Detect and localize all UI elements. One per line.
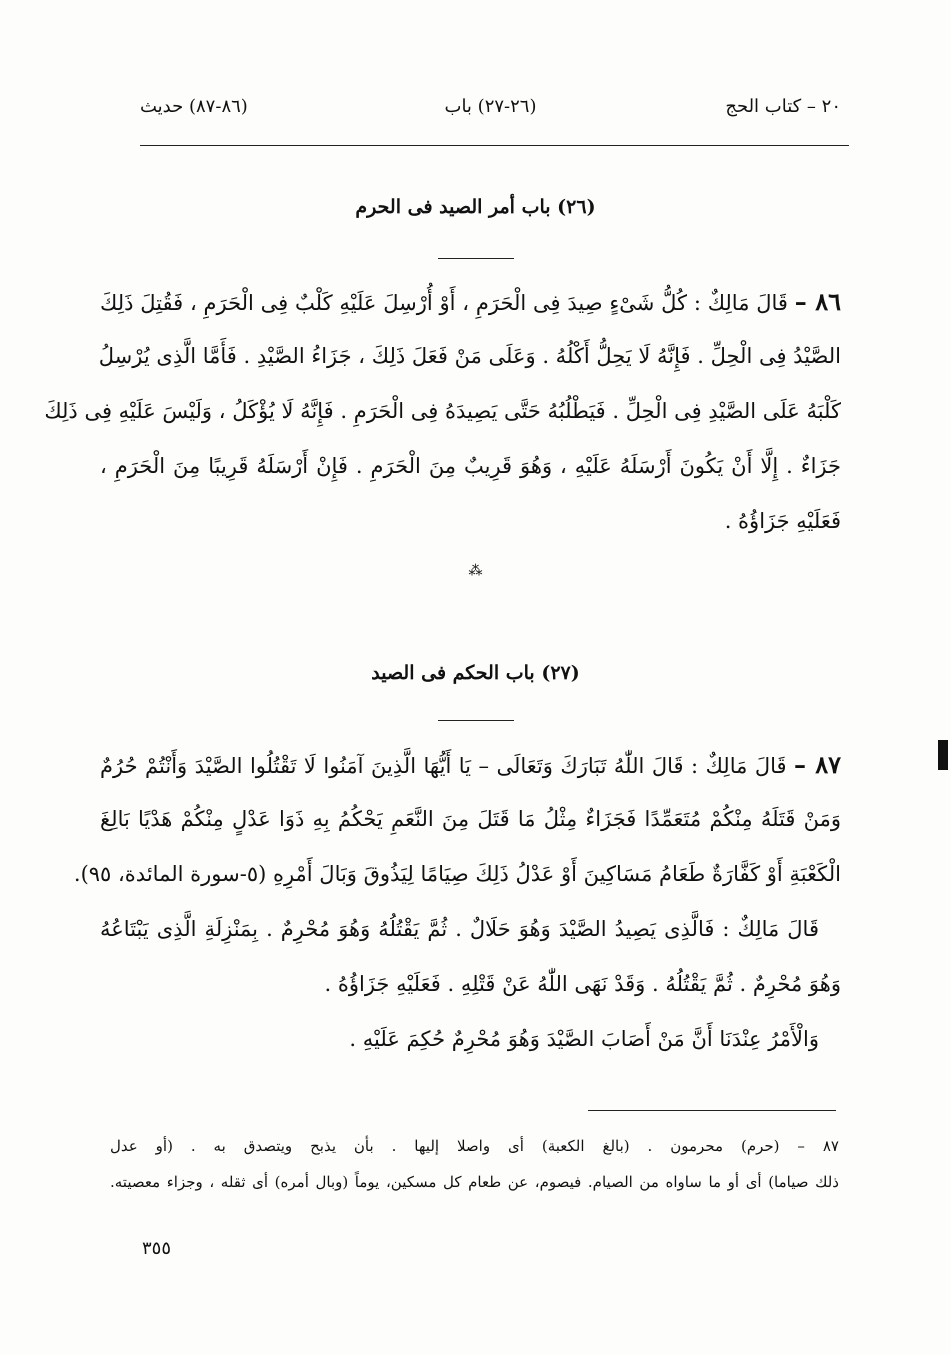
hadith-number: ٨٦ – xyxy=(794,287,841,316)
hadith-87-line-4: قَالَ مَالِكٌ : فَالَّذِى يَصِيدُ الصَّيْدَ وَهُوَ حَلَالٌ . ثُمَّ يَقْتُلُهُ وَهُوَ مُحْرِمٌ . بِمَنْزِلَةِ الَّذِى يَبْتَاعُهُ xyxy=(100,917,819,941)
hadith-87-line-5: وَهُوَ مُحْرِمٌ . ثُمَّ يَقْتُلُهُ . وَقَدْ نَهَى اللّٰهُ عَنْ قَتْلِهِ . فَعَلَيْهِ جَزَاؤُهُ . xyxy=(324,972,841,996)
hadith-86 xyxy=(44,274,841,549)
section-26-title-rule xyxy=(438,258,514,259)
section-27-title-rule xyxy=(438,720,514,721)
header-chapter-range: (٢٦-٢٧) باب xyxy=(444,96,537,117)
hadith-87-line-2: وَمَنْ قَتَلَهُ مِنْكُمْ مُتَعَمِّدًا فَجَزَاءٌ مِثْلُ مَا قَتَلَ مِنَ النَّعَمِ يَحْكُمُ بِهِ ذَوَا عَدْلٍ مِنْكُمْ هَدْيًا بَالِغَ xyxy=(100,807,841,831)
hadith-86-line-4: جَزَاءٌ . إِلَّا أَنْ يَكُونَ أَرْسَلَهُ عَلَيْهِ ، وَهُوَ قَرِيبٌ مِنَ الْحَرَمِ . فَإِنْ أَرْسَلَهُ قَرِيبًا مِنَ الْحَرَمِ ، xyxy=(100,454,841,478)
hadith-86-line-2: الصَّيْدُ فِى الْحِلِّ . فَإِنَّهُ لَا يَحِلُّ أَكْلُهُ . وَعَلَى مَنْ فَعَلَ ذَلِكَ ، جَزَاءُ الصَّيْدِ . فَأَمَّا الَّذِى يُرْسِلُ xyxy=(98,344,841,368)
hadith-87-line-1: ٨٧ – قَالَ مَالِكٌ : قَالَ اللّٰهُ تَبَارَكَ وَتَعَالَى – يَا أَيُّهَا الَّذِينَ آمَنُوا لَا تَقْتُلُوا الصَّيْدَ وَأَنْتُمْ حُرُمٌ xyxy=(100,750,841,779)
header-book-title: ٢٠ – كتاب الحج xyxy=(725,96,841,117)
section-26-title: (٢٦) باب أمر الصيد فى الحرم xyxy=(355,196,596,218)
footnotes xyxy=(110,1128,839,1200)
hadith-86-line-1: ٨٦ – قَالَ مَالِكٌ : كُلُّ شَىْءٍ صِيدَ فِى الْحَرَمِ ، أَوْ أُرْسِلَ عَلَيْهِ كَلْبٌ فِى الْحَرَمِ ، فَقُتِلَ ذَلِكَ xyxy=(100,287,841,316)
section-separator: ⁂ xyxy=(468,563,483,579)
footnote-line-2: ذلك صياما) أى أو ما ساواه من الصيام. فيصوم، عن طعام كل مسكين، يوماً (وبال أمره) أى ثقله ، وجزاء معصيته. xyxy=(110,1173,839,1191)
footnote-rule xyxy=(588,1110,836,1111)
hadith-86-line-3: كَلْبَهُ عَلَى الصَّيْدِ فِى الْحِلِّ . فَيَطْلُبُهُ حَتَّى يَصِيدَهُ فِى الْحَرَمِ . فَإِنَّهُ لَا يُؤْكَلُ ، وَلَيْسَ عَلَيْهِ فِى ذَلِكَ xyxy=(44,399,841,423)
header-rule xyxy=(140,145,849,146)
hadith-86-line-5: فَعَلَيْهِ جَزَاؤُهُ . xyxy=(724,509,841,533)
running-header xyxy=(140,96,841,136)
margin-mark xyxy=(938,740,948,770)
hadith-87-line-3: الْكَعْبَةِ أَوْ كَفَّارَةٌ طَعَامُ مَسَاكِينَ أَوْ عَدْلُ ذَلِكَ صِيَامًا لِيَذُوقَ وَبَالَ أَمْرِهِ (٥-سورة المائدة، ٩٥). xyxy=(73,862,841,886)
page-number: ٣٥٥ xyxy=(142,1238,172,1259)
hadith-87 xyxy=(73,737,841,1067)
hadith-87-line-6: وَالْأَمْرُ عِنْدَنَا أَنَّ مَنْ أَصَابَ الصَّيْدَ وَهُوَ مُحْرِمٌ حُكِمَ عَلَيْهِ . xyxy=(349,1027,819,1051)
footnote-line-1: ٨٧ – (حرم) محرمون . (بالغ الكعبة) أى واصلا إليها . بأن يذبح ويتصدق به . (أو عدل xyxy=(110,1137,839,1155)
hadith-number: ٨٧ – xyxy=(794,750,841,779)
header-hadith-range: (٨٦-٨٧) حديث xyxy=(140,96,248,117)
section-27-title: (٢٧) باب الحكم فى الصيد xyxy=(371,662,580,684)
